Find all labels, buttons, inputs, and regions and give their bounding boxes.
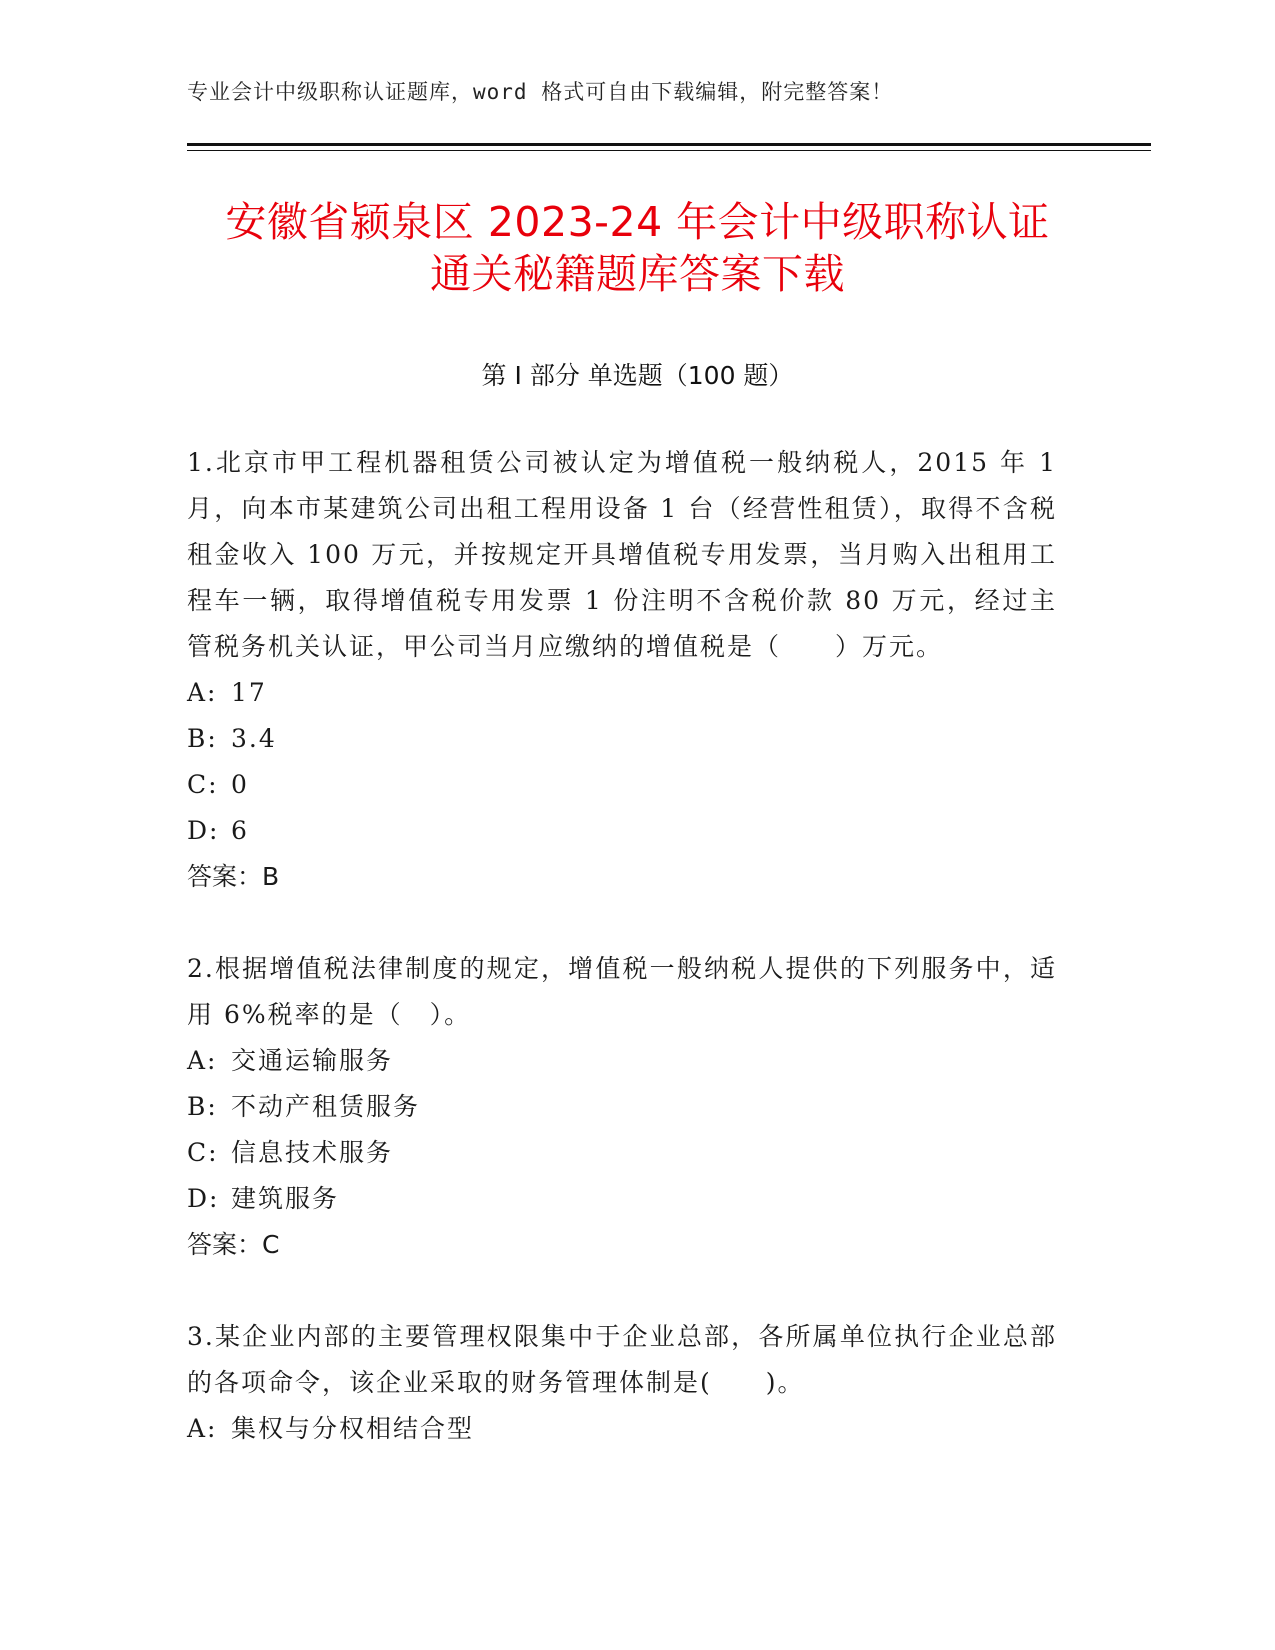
option-b xyxy=(187,716,1057,762)
option-d xyxy=(187,1176,1057,1222)
option-a xyxy=(187,670,1057,716)
question-stem: 1.北京市甲工程机器租赁公司被认定为增值税一般纳税人，2015 年 1 月，向本市某建筑公司出租工程用设备 1 台（经营性租赁），取得不含税租金收入 100 万元，并按规定开具增值税专用发票，当月购入出租用工程车一辆，取得增值税专用发票 1 份注明不含税价款 80 万元，经过主管税务机关认证，甲公司当月应缴纳的增值税是（ ）万元。 xyxy=(187,448,1057,661)
option-key: B: xyxy=(187,724,218,753)
option-key: B: xyxy=(187,1092,218,1121)
option-text: 6 xyxy=(231,816,249,845)
option-key: A: xyxy=(187,678,218,707)
question-3 xyxy=(187,1314,1057,1452)
header-note: 专业会计中级职称认证题库，word 格式可自由下载编辑，附完整答案！ xyxy=(187,80,894,104)
document-title-line-2: 通关秘籍题库答案下载 xyxy=(430,250,845,298)
question-stem: 2.根据增值税法律制度的规定，增值税一般纳税人提供的下列服务中，适用 6%税率的是（ ）。 xyxy=(187,954,1057,1029)
option-d xyxy=(187,808,1057,854)
section-title: 第 I 部分 单选题（100 题） xyxy=(481,361,794,390)
option-key: C: xyxy=(187,1138,219,1167)
option-text: 集权与分权相结合型 xyxy=(231,1414,475,1443)
question-list xyxy=(187,440,1057,1498)
option-text: 信息技术服务 xyxy=(231,1138,394,1167)
option-a xyxy=(187,1406,1057,1452)
question-stem: 3.某企业内部的主要管理权限集中于企业总部，各所属单位执行企业总部的各项命令，该企业采取的财务管理体制是( )。 xyxy=(187,1322,1057,1397)
answer-label: 答案：C xyxy=(187,1230,280,1259)
header-rule-thin xyxy=(187,150,1151,151)
option-text: 建筑服务 xyxy=(231,1184,340,1213)
answer-label: 答案：B xyxy=(187,862,280,891)
question-2 xyxy=(187,946,1057,1268)
option-key: C: xyxy=(187,770,219,799)
header-rule-thick xyxy=(187,143,1151,146)
document-title-line-1: 安徽省颍泉区 2023-24 年会计中级职称认证 xyxy=(225,198,1050,246)
option-text: 3.4 xyxy=(231,724,277,753)
option-b xyxy=(187,1084,1057,1130)
option-text: 0 xyxy=(231,770,249,799)
option-text: 17 xyxy=(231,678,267,707)
option-key: A: xyxy=(187,1414,218,1443)
option-a xyxy=(187,1038,1057,1084)
question-1 xyxy=(187,440,1057,900)
document-title xyxy=(150,196,1125,300)
option-c xyxy=(187,762,1057,808)
option-key: A: xyxy=(187,1046,218,1075)
option-key: D: xyxy=(187,816,220,845)
option-text: 交通运输服务 xyxy=(231,1046,394,1075)
option-key: D: xyxy=(187,1184,220,1213)
option-text: 不动产租赁服务 xyxy=(231,1092,421,1121)
option-c xyxy=(187,1130,1057,1176)
